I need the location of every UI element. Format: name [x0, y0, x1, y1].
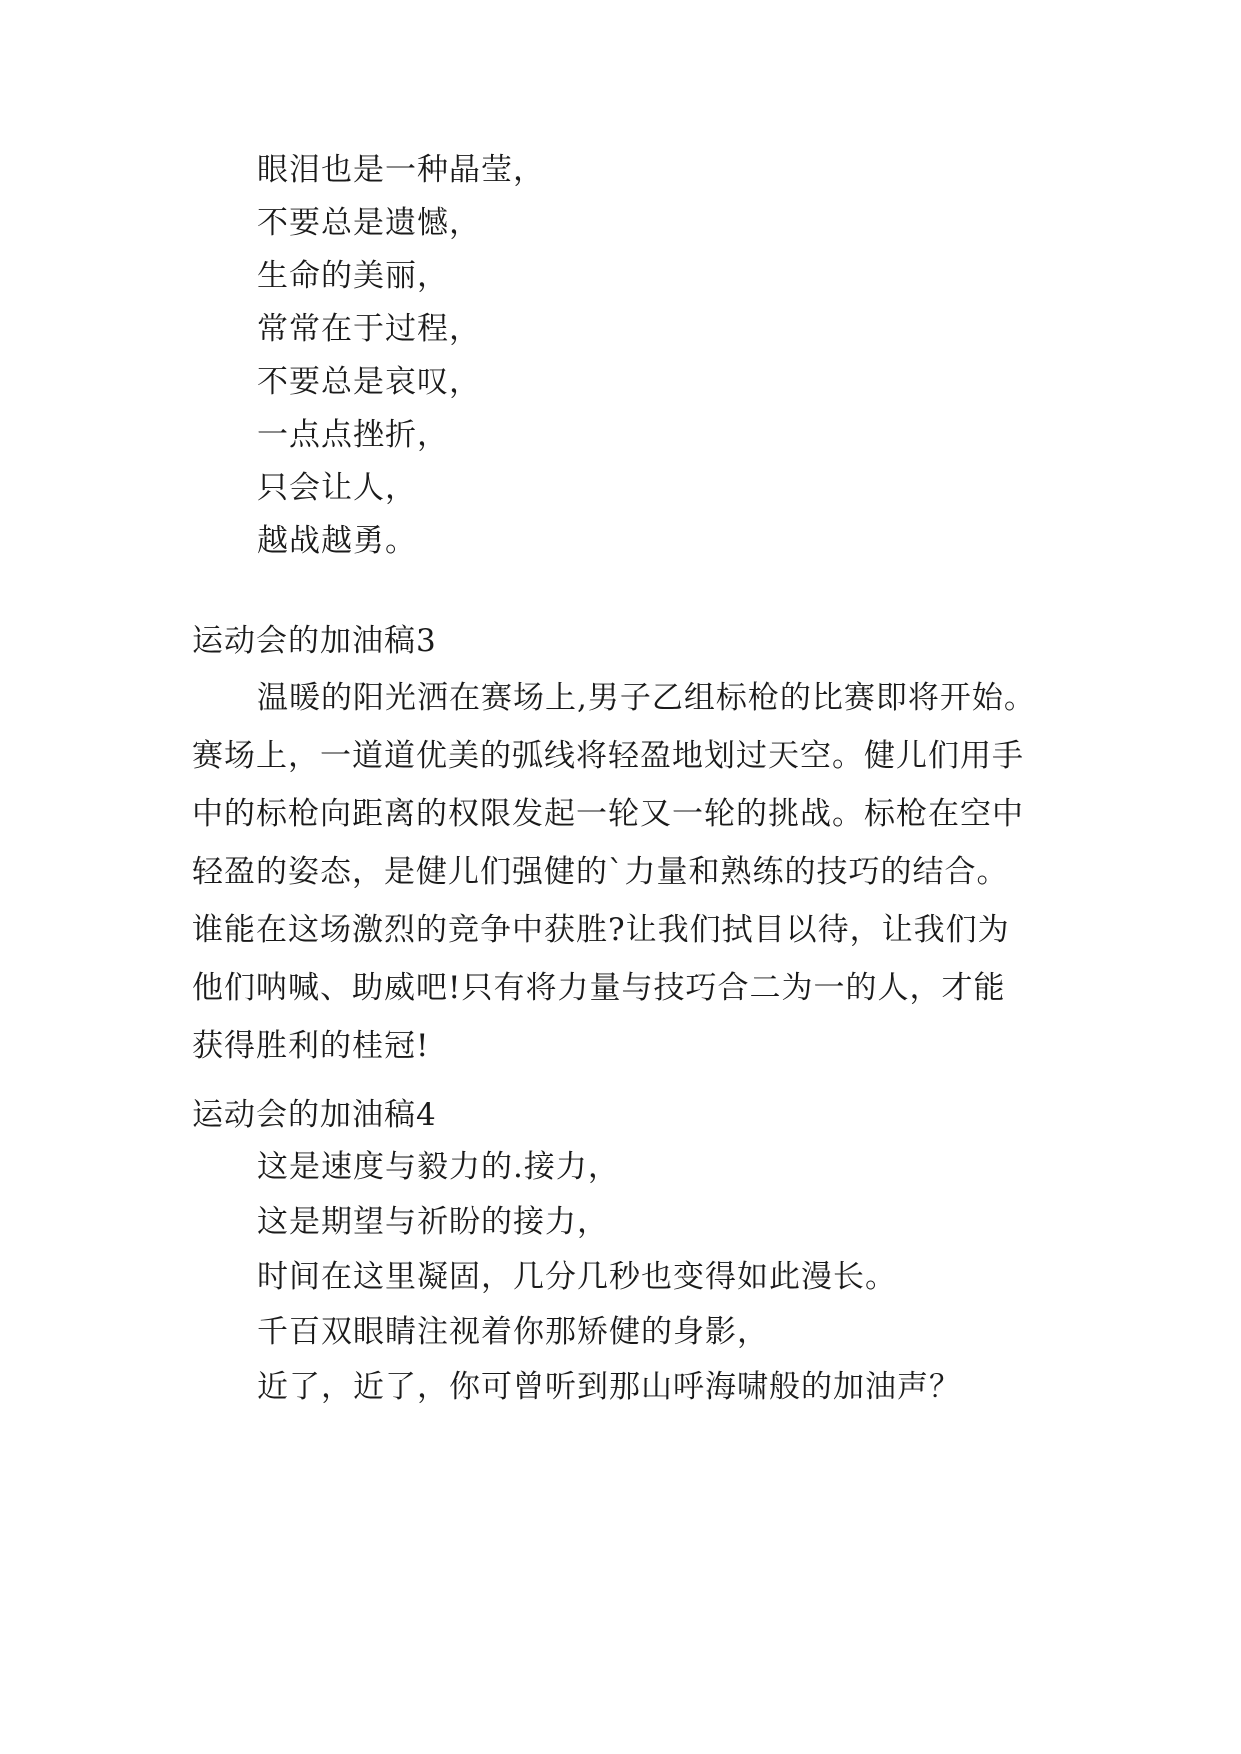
section-paragraph — [192, 669, 1072, 1075]
verse-line: 这是速度与毅力的.接力， — [257, 1149, 620, 1185]
verse-line: 近了，近了，你可曾听到那山呼海啸般的加油声？ — [257, 1369, 961, 1405]
poem-line: 常常在于过程， — [257, 311, 481, 347]
paragraph-line: 赛场上，一道道优美的弧线将轻盈地划过天空。健儿们用手 — [192, 738, 1024, 774]
paragraph-line: 轻盈的姿态，是健儿们强健的`力量和熟练的技巧的结合。 — [192, 854, 1009, 890]
poem-line: 不要总是哀叹， — [257, 364, 481, 400]
poem-line: 越战越勇。 — [257, 523, 417, 559]
paragraph-line: 谁能在这场激烈的竞争中获胜?让我们拭目以待，让我们为 — [192, 912, 1010, 948]
poem-line: 一点点挫折， — [257, 417, 449, 453]
verse-line: 千百双眼睛注视着你那矫健的身影， — [257, 1314, 769, 1350]
poem-line: 眼泪也是一种晶莹， — [257, 152, 545, 188]
paragraph-line: 温暖的阳光洒在赛场上,男子乙组标枪的比赛即将开始。 — [257, 680, 1036, 716]
poem-line: 只会让人， — [257, 470, 417, 506]
paragraph-line: 他们呐喊、助威吧!只有将力量与技巧合二为一的人，才能 — [192, 970, 1006, 1006]
verse-line: 这是期望与祈盼的接力， — [257, 1204, 609, 1240]
paragraph-line: 中的标枪向距离的权限发起一轮又一轮的挑战。标枪在空中 — [192, 796, 1024, 832]
poem-line: 生命的美丽， — [257, 258, 449, 294]
poem-line: 不要总是遗憾， — [257, 205, 481, 241]
paragraph-line: 获得胜利的桂冠! — [192, 1028, 430, 1064]
verse-line: 时间在这里凝固，几分几秒也变得如此漫长。 — [257, 1259, 897, 1295]
section-heading: 运动会的加油稿3 — [192, 623, 437, 659]
section-heading: 运动会的加油稿4 — [192, 1097, 437, 1133]
